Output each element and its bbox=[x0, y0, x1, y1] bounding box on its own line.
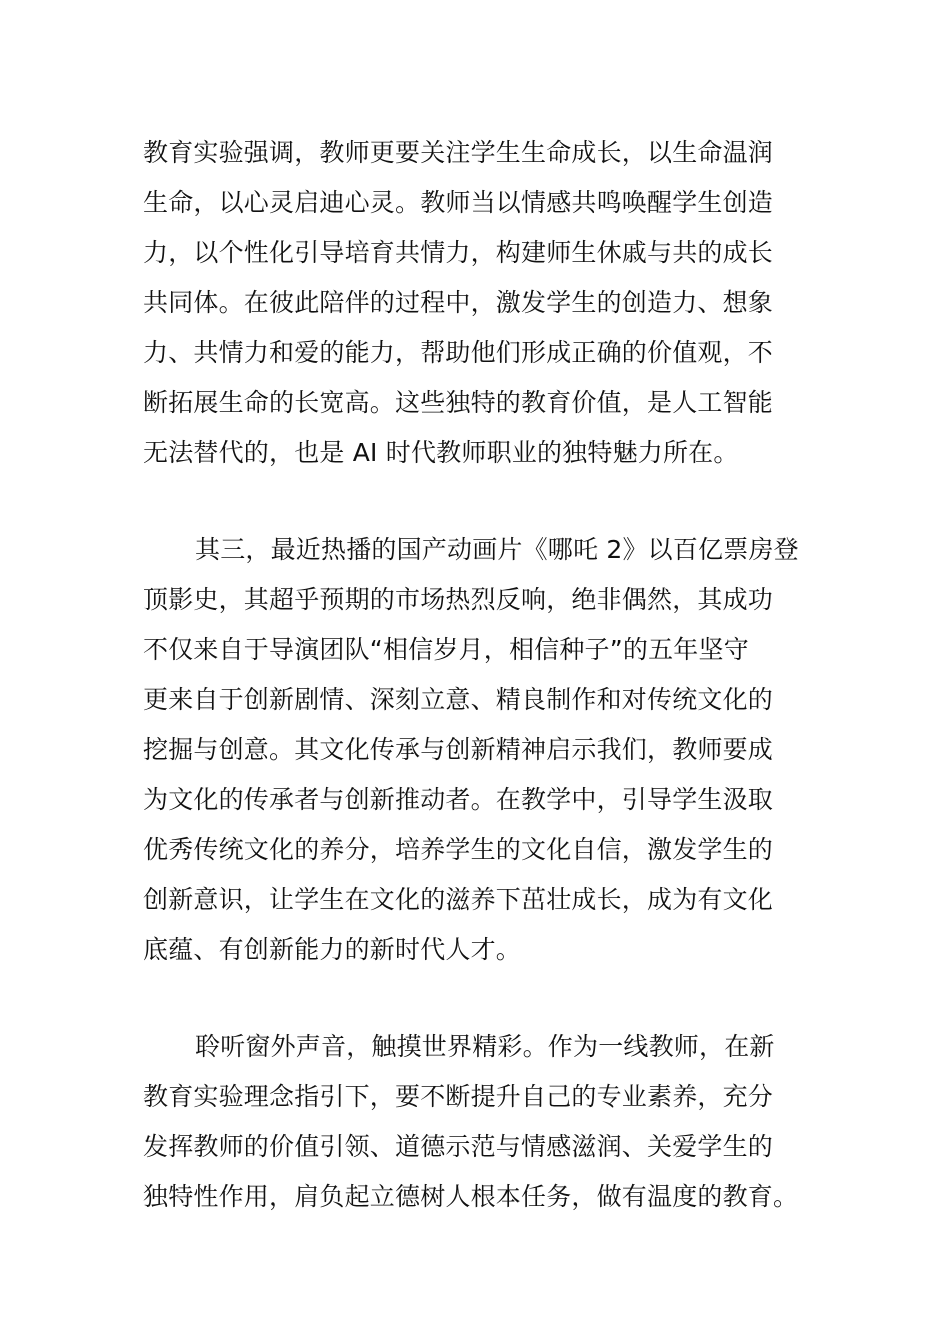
paragraph-1 bbox=[143, 128, 773, 478]
text-line: 更来自于创新剧情、深刻立意、精良制作和对传统文化的 bbox=[143, 685, 774, 714]
text-line: 共同体。在彼此陪伴的过程中，激发学生的创造力、想象 bbox=[143, 288, 774, 317]
text-line: 力、共情力和爱的能力，帮助他们形成正确的价值观，不 bbox=[143, 338, 774, 367]
text-line: 底蕴、有创新能力的新时代人才。 bbox=[143, 935, 522, 964]
text-line: 力，以个性化引导培育共情力，构建师生休戚与共的成长 bbox=[143, 238, 774, 267]
text-line: 无法替代的，也是 AI 时代教师职业的独特魅力所在。 bbox=[143, 438, 739, 467]
text-line: 断拓展生命的长宽高。这些独特的教育价值，是人工智能 bbox=[143, 388, 774, 417]
paragraph-2 bbox=[143, 525, 799, 975]
text-line-first: 其三，最近热播的国产动画片《哪吒 2》以百亿票房登 bbox=[195, 535, 799, 564]
paragraph-3 bbox=[143, 1022, 798, 1222]
text-line: 优秀传统文化的养分，培养学生的文化自信，激发学生的 bbox=[143, 835, 774, 864]
text-line: 为文化的传承者与创新推动者。在教学中，引导学生汲取 bbox=[143, 785, 774, 814]
text-line: 顶影史，其超乎预期的市场热烈反响，绝非偶然，其成功 bbox=[143, 585, 774, 614]
text-line: 生命，以心灵启迪心灵。教师当以情感共鸣唤醒学生创造 bbox=[143, 188, 774, 217]
text-line: 教育实验强调，教师更要关注学生生命成长，以生命温润 bbox=[143, 138, 774, 167]
text-line: 创新意识，让学生在文化的滋养下茁壮成长，成为有文化 bbox=[143, 885, 774, 914]
text-line: 挖掘与创意。其文化传承与创新精神启示我们，教师要成 bbox=[143, 735, 774, 764]
text-line-first: 聆听窗外声音，触摸世界精彩。作为一线教师，在新 bbox=[195, 1032, 775, 1061]
text-line: 教育实验理念指引下，要不断提升自己的专业素养，充分 bbox=[143, 1082, 774, 1111]
text-line: 发挥教师的价值引领、道德示范与情感滋润、关爱学生的 bbox=[143, 1132, 774, 1161]
text-line: 独特性作用，肩负起立德树人根本任务，做有温度的教育。 bbox=[143, 1182, 799, 1211]
text-line: 不仅来自于导演团队“相信岁月，相信种子”的五年坚守 bbox=[143, 635, 749, 664]
